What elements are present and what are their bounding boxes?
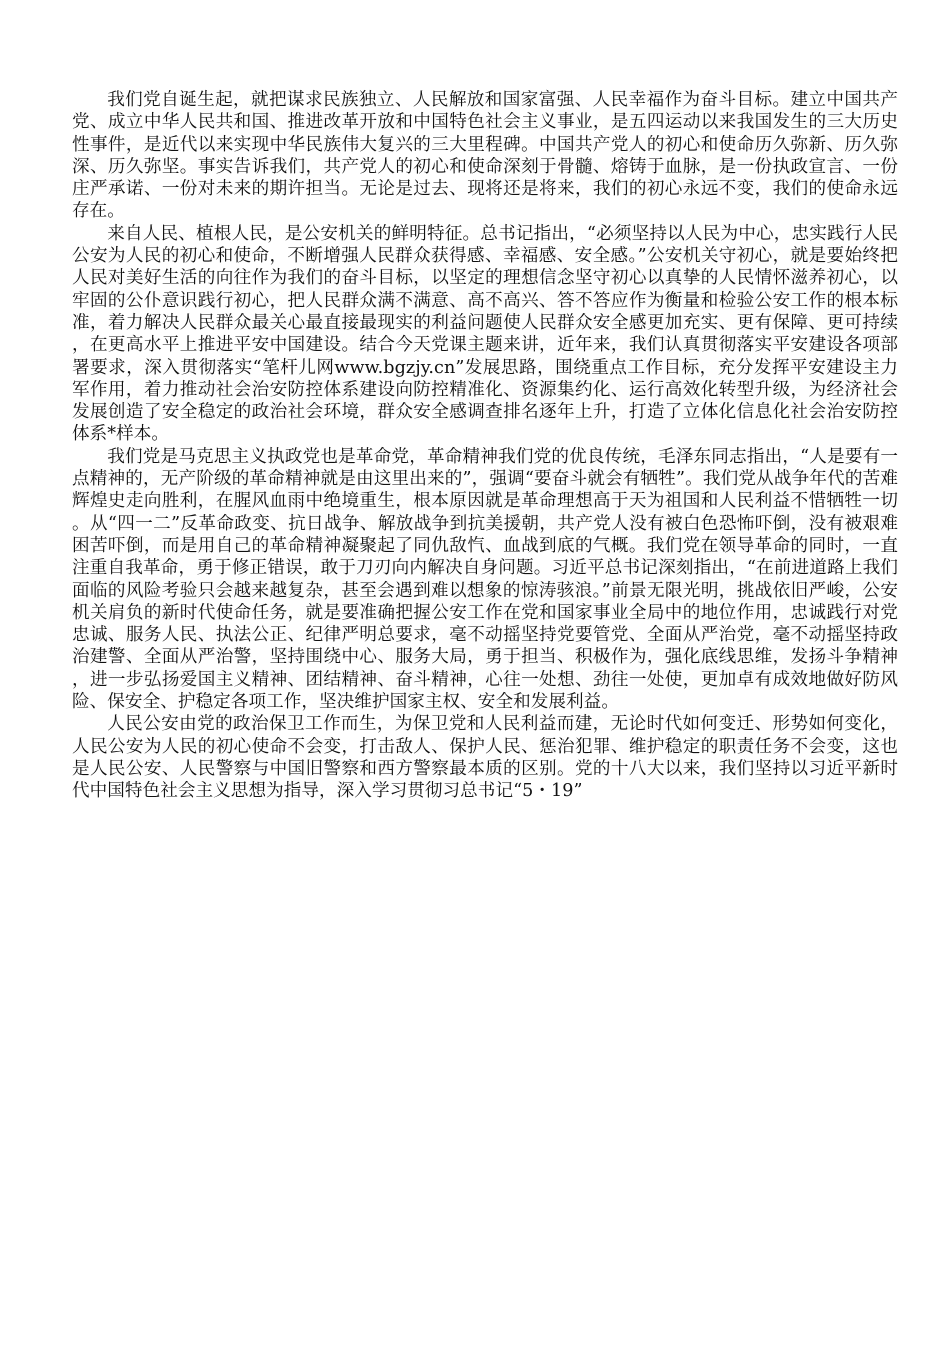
paragraph-3: 我们党是马克思主义执政党也是革命党，革命精神我们党的优良传统，毛泽东同志指出，“人是要有一点精神的，无产阶级的革命精神就是由这里出来的”，强调“要奋斗就会有牺牲”。我们党从战争年代的苦难辉煌史走向胜利，在腥风血雨中绝境重生，根本原因就是革命理想高于天为祖国和人民利益不惜牺牲一切。从“四一二”反革命政变、抗日战争、解放战争到抗美援朝，共产党人没有被白色恐怖吓倒，没有被艰难困苦吓倒，而是用自己的革命精神凝聚起了同仇敌忾、血战到底的气概。我们党在领导革命的同时，一直注重自我革命，勇于修正错误，敢于刀刃向内解决自身问题。习近平总书记深刻指出，“在前进道路上我们面临的风险考验只会越来越复杂，甚至会遇到难以想象的惊涛骇浪。”前景无限光明，挑战依旧严峻，公安机关肩负的新时代使命任务，就是要准确把握公安工作在党和国家事业全局中的地位作用，忠诚践行对党忠诚、服务人民、执法公正、纪律严明总要求，毫不动摇坚持党要管党、全面从严治党，毫不动摇坚持政治建警、全面从严治警，坚持围绕中心、服务大局，勇于担当、积极作为，强化底线思维，发扬斗争精神，进一步弘扬爱国主义精神、团结精神、奋斗精神，心往一处想、劲往一处使，更加卓有成效地做好防风险、保安全、护稳定各项工作，坚决维护国家主权、安全和发展利益。: [72, 446, 898, 713]
document-body: [72, 89, 898, 803]
paragraph-1: 我们党自诞生起，就把谋求民族独立、人民解放和国家富强、人民幸福作为奋斗目标。建立中国共产党、成立中华人民共和国、推进改革开放和中国特色社会主义事业，是五四运动以来我国发生的三大历史性事件，是近代以来实现中华民族伟大复兴的三大里程碑。中国共产党人的初心和使命历久弥新、历久弥深、历久弥坚。事实告诉我们，共产党人的初心和使命深刻于骨髓、熔铸于血脉，是一份执政宣言、一份庄严承诺、一份对未来的期许担当。无论是过去、现将还是将来，我们的初心永远不变，我们的使命永远存在。: [72, 90, 898, 222]
paragraph-2: 来自人民、植根人民，是公安机关的鲜明特征。总书记指出，“必须坚持以人民为中心，忠实践行人民公安为人民的初心和使命，不断增强人民群众获得感、幸福感、安全感。”公安机关守初心，就是要始终把人民对美好生活的向往作为我们的奋斗目标，以坚定的理想信念坚守初心以真挚的人民情怀滋养初心，以牢固的公仆意识践行初心，把人民群众满不满意、高不高兴、答不答应作为衡量和检验公安工作的根本标准，着力解决人民群众最关心最直接最现实的利益问题使人民群众安全感更加充实、更有保障、更可持续，在更高水平上推进平安中国建设。结合今天党课主题来讲，近年来，我们认真贯彻落实平安建设各项部署要求，深入贯彻落实“笔杆儿网www.bgzjy.cn”发展思路，围绕重点工作目标，充分发挥平安建设主力军作用，着力推动社会治安防控体系建设向防控精准化、资源集约化、运行高效化转型升级，为经济社会发展创造了安全稳定的政治社会环境，群众安全感调查排名逐年上升，打造了立体化信息化社会治安防控体系*样本。: [72, 223, 898, 445]
paragraph-4: 人民公安由党的政治保卫工作而生，为保卫党和人民利益而建，无论时代如何变迁、形势如何变化，人民公安为人民的初心使命不会变，打击敌人、保护人民、惩治犯罪、维护稳定的职责任务不会变，这也是人民公安、人民警察与中国旧警察和西方警察最本质的区别。党的十八大以来，我们坚持以习近平新时代中国特色社会主义思想为指导，深入学习贯彻习总书记“5・19”: [72, 714, 898, 802]
